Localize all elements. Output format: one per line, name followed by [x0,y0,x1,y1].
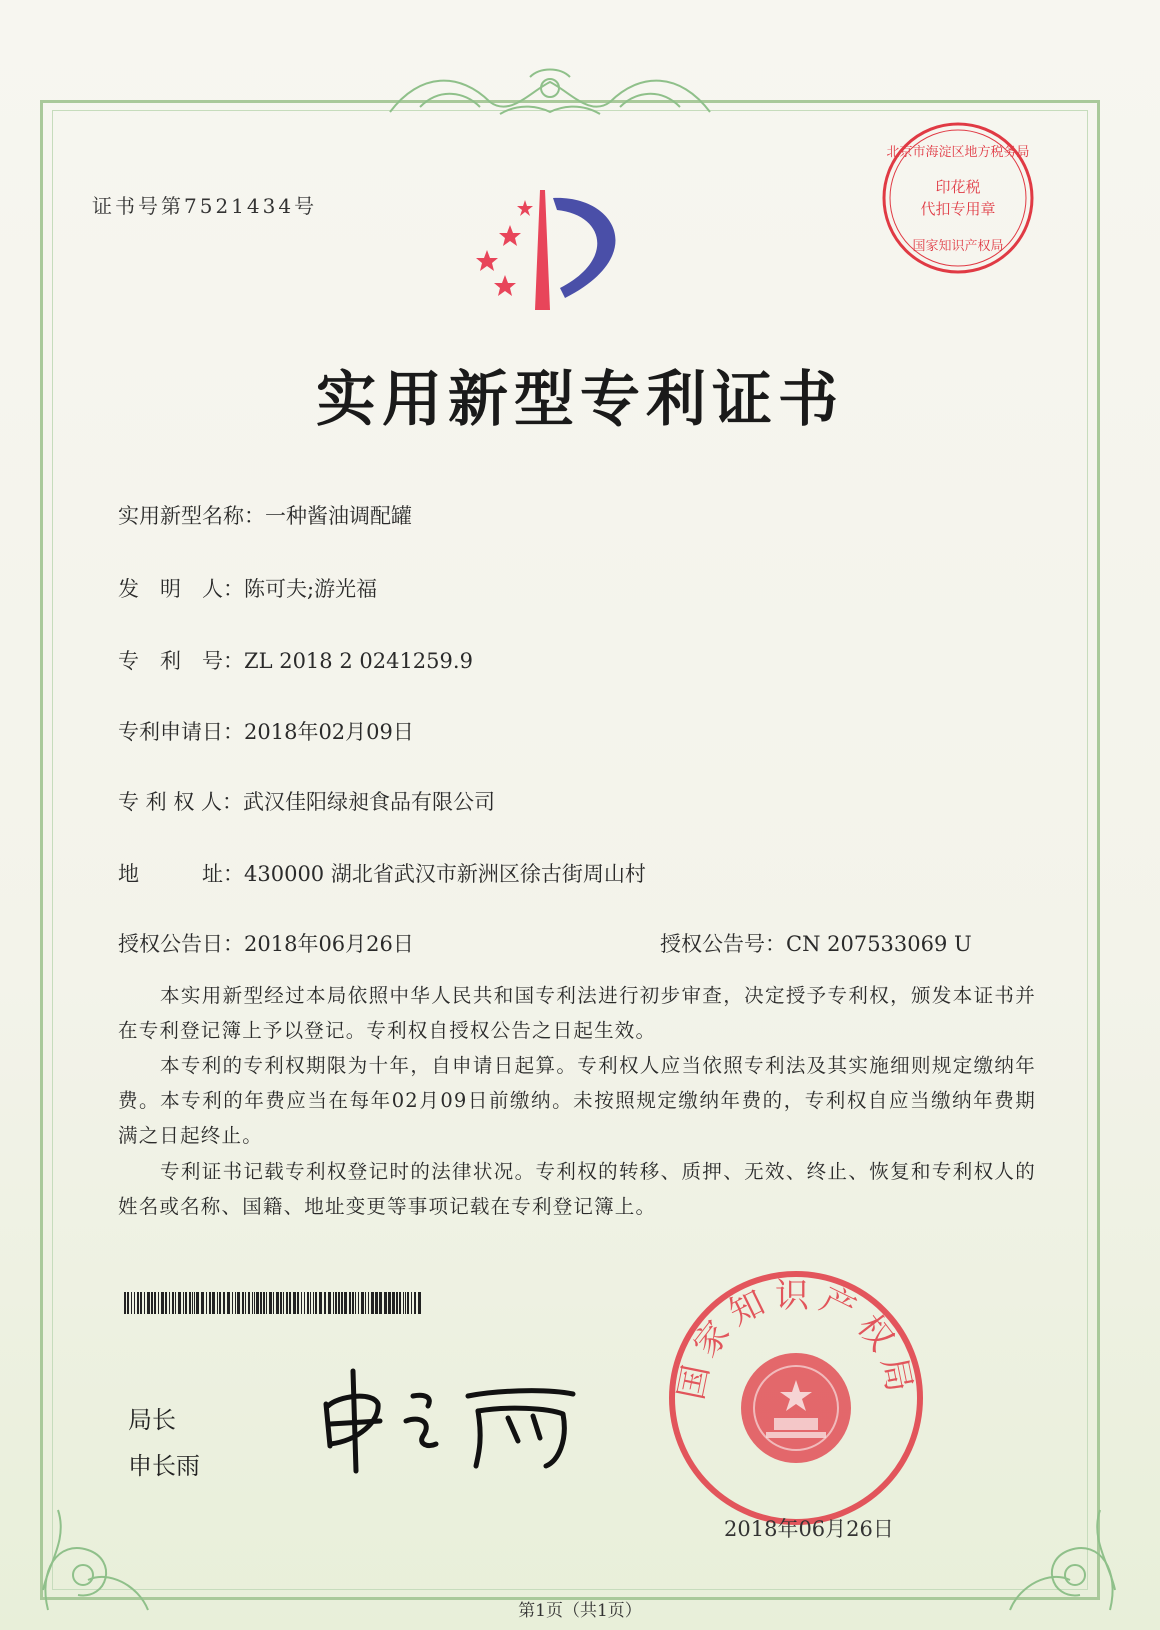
barcode-bar [280,1292,282,1314]
barcode-bar [245,1292,246,1314]
barcode-bar [232,1292,233,1314]
barcode-bar [209,1292,211,1314]
cnipa-seal-text: 国家知识产权局 [671,1275,921,1404]
barcode-bar [276,1292,279,1314]
barcode-bar [388,1292,391,1314]
tax-seal-bottom-text: 国家知识产权局 [912,239,1004,254]
barcode-bar [338,1292,340,1314]
barcode-bar [358,1292,359,1314]
barcode-bar [144,1292,145,1314]
barcode-bar [124,1292,126,1314]
barcode-bar [304,1292,305,1314]
barcode-bar [192,1292,193,1314]
barcode-bar [283,1292,284,1314]
field-row-patent-number [118,645,473,675]
barcode-bar [137,1292,139,1314]
barcode-bar [384,1292,387,1314]
barcode-bar [172,1292,174,1314]
field-value: ZL 2018 2 0241259.9 [244,649,473,673]
barcode-bar [248,1292,250,1314]
barcode-bar [315,1292,317,1314]
barcode-bar [411,1292,412,1314]
seal-grant-date: 2018年06月26日 [724,1517,894,1541]
barcode-bar [310,1292,311,1314]
director-title: 局长 [128,1406,176,1434]
field-label: 实用新型名称： [118,504,265,528]
field-row-patentee [118,786,495,816]
tax-seal-inner-line1: 印花税 [935,178,981,196]
field-row-address [118,858,646,888]
top-ornament [380,62,720,124]
barcode-bar [185,1292,187,1314]
barcode-bar [223,1292,225,1314]
barcode-bar [297,1292,299,1314]
barcode-bar [263,1292,265,1314]
barcode-bar [319,1292,322,1314]
field-row-inventor [118,573,377,603]
barcode-bar [355,1292,356,1314]
barcode-bar [175,1292,176,1314]
barcode-bar [260,1292,262,1314]
barcode-bar [131,1292,132,1314]
field-row-application-date [118,716,414,746]
barcode-bar [368,1292,369,1314]
field-label: 地 址： [118,862,244,886]
barcode-bar [407,1292,409,1314]
barcode-bar [237,1292,240,1314]
barcode-bar [392,1292,395,1314]
barcode-bar [341,1292,343,1314]
field-value: CN 207533069 U [786,932,972,956]
barcode-bar [307,1292,309,1314]
field-value: 一种酱油调配罐 [265,504,412,528]
barcode-bar [414,1292,416,1314]
barcode-bar [194,1292,195,1314]
barcode-bar [352,1292,354,1314]
field-value: 陈可夫;游光福 [244,577,378,601]
barcode-bar [127,1292,129,1314]
certificate-number: 证书号第7521434号 [92,194,318,218]
field-value: 430000 湖北省武汉市新洲区徐古街周山村 [244,862,646,886]
barcode-bar [235,1292,236,1314]
barcode-bar [201,1292,204,1314]
field-row-name [118,500,412,530]
barcode-bar [371,1292,374,1314]
barcode-bar [256,1292,259,1314]
field-label: 授权公告日： [118,932,244,956]
barcode [124,1292,424,1314]
barcode-bar [269,1292,272,1314]
barcode-bar [289,1292,291,1314]
barcode-bar [418,1292,421,1314]
director-name: 申长雨 [128,1452,200,1480]
tax-seal [878,118,1038,278]
barcode-bar [242,1292,244,1314]
barcode-bar [183,1292,184,1314]
barcode-bar [335,1292,337,1314]
barcode-bar [154,1292,156,1314]
barcode-bar [169,1292,170,1314]
barcode-bar [379,1292,382,1314]
barcode-bar [252,1292,253,1314]
barcode-bar [293,1292,296,1314]
barcode-bar [333,1292,334,1314]
field-label: 专 利 权 人： [118,790,244,814]
field-label: 发 明 人： [118,577,244,601]
field-label: 专利申请日： [118,720,244,744]
field-label: 授权公告号： [660,932,786,956]
barcode-bar [349,1292,351,1314]
barcode-bar [134,1292,135,1314]
tax-seal-inner-line2: 代扣专用章 [920,200,996,218]
barcode-bar [161,1292,164,1314]
barcode-bar [189,1292,191,1314]
cnipa-seal [666,1268,926,1528]
field-label: 专 利 号： [118,649,244,673]
barcode-bar [301,1292,302,1314]
barcode-bar [178,1292,181,1314]
barcode-bar [219,1292,221,1314]
barcode-bar [403,1292,404,1314]
barcode-bar [399,1292,401,1314]
barcode-bar [344,1292,347,1314]
barcode-bar [254,1292,255,1314]
barcode-bar [396,1292,398,1314]
field-value: 2018年02月09日 [244,720,414,744]
field-value: 武汉佳阳绿昶食品有限公司 [243,790,496,814]
barcode-bar [147,1292,150,1314]
barcode-bar [206,1292,207,1314]
field-value: 2018年06月26日 [244,932,414,956]
barcode-bar [140,1292,142,1314]
field-row-publication-number [660,928,972,958]
tax-seal-outer-text: 北京市海淀区地方税务局 [886,145,1030,160]
barcode-bar [196,1292,199,1314]
field-row-grant-date [118,928,414,958]
barcode-bar [328,1292,331,1314]
statement-paragraph-1: 本实用新型经过本局依照中华人民共和国专利法进行初步审查，决定授予专利权，颁发本证书并在专利登记簿上予以登记。专利权自授权公告之日起生效。 [118,984,1036,1042]
barcode-bar [405,1292,406,1314]
barcode-bar [365,1292,366,1314]
barcode-bar [361,1292,364,1314]
barcode-bar [151,1292,153,1314]
barcode-bar [273,1292,274,1314]
barcode-bar [286,1292,288,1314]
statement-paragraph-2: 本专利的专利权期限为十年，自申请日起算。专利权人应当依照专利法及其实施细则规定缴纳年费。本专利的年费应当在每年02月09日前缴纳。未按照规定缴纳年费的，专利权自应当缴纳年费期满之日起终止。 [118,1054,1036,1147]
patent-office-logo [465,180,645,320]
page-number: 第1页（共1页） [518,1601,642,1621]
barcode-bar [165,1292,167,1314]
barcode-bar [212,1292,215,1314]
barcode-bar [158,1292,159,1314]
barcode-bar [266,1292,267,1314]
barcode-bar [375,1292,378,1314]
statement-paragraph-3: 专利证书记载专利权登记时的法律状况。专利权的转移、质押、无效、终止、恢复和专利权人的姓名或名称、国籍、地址变更等事项记载在专利登记簿上。 [118,1160,1036,1218]
barcode-bar [227,1292,230,1314]
barcode-bar [313,1292,314,1314]
director-signature [318,1366,588,1476]
barcode-bar [324,1292,326,1314]
certificate-title: 实用新型专利证书 [316,365,844,435]
barcode-bar [217,1292,218,1314]
